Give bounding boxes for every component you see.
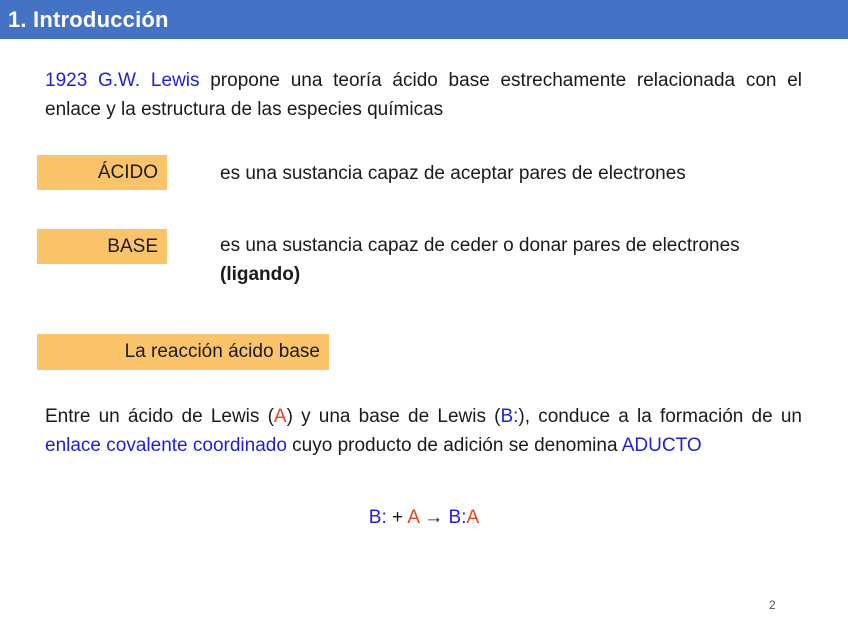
base-label-box [37,229,167,264]
base-definition [220,231,810,289]
eq-arrow: → [418,507,449,528]
reaction-label-box [37,334,329,370]
reaction-text-1: Entre un ácido de Lewis ( [45,406,274,427]
intro-paragraph [45,66,802,124]
page-number: 2 [769,598,776,612]
base-definition-text: es una sustancia capaz de ceder o donar pares de electrones [220,235,740,256]
eq-base: B: [368,507,387,528]
eq-product-acid: A [466,507,480,528]
reaction-paragraph [45,402,802,460]
reaction-text-2: ) y una base de Lewis ( [286,406,501,427]
reaction-equation [0,505,848,531]
acid-label: ÁCIDO [97,161,158,183]
base-label: BASE [107,235,158,257]
reaction-base: B: [500,406,519,427]
slide-title: 1. Introducción [8,6,169,32]
reaction-acid: A [273,406,287,427]
eq-product-base: B: [448,507,467,528]
reaction-bond: enlace covalente coordinado [45,435,287,456]
acid-definition [220,159,810,188]
reaction-text-4: cuyo producto de adición se denomina [286,435,622,456]
base-definition-bold: (ligando) [220,264,301,285]
acid-label-box [37,155,167,190]
intro-highlight: 1923 G.W. Lewis [45,70,200,91]
eq-plus: + [386,507,408,528]
title-bar [0,0,848,39]
reaction-text-3: ), conduce a la formación de un [518,406,802,427]
reaction-adduct: ADUCTO [621,435,702,456]
acid-definition-text: es una sustancia capaz de aceptar pares de electrones [220,163,686,184]
reaction-label: La reacción ácido base [124,341,320,362]
eq-acid: A [407,507,419,528]
intro-text: propone una teoría ácido base estrechamente relacionada con el enlace y la estructura de las especies químicas [45,70,802,120]
